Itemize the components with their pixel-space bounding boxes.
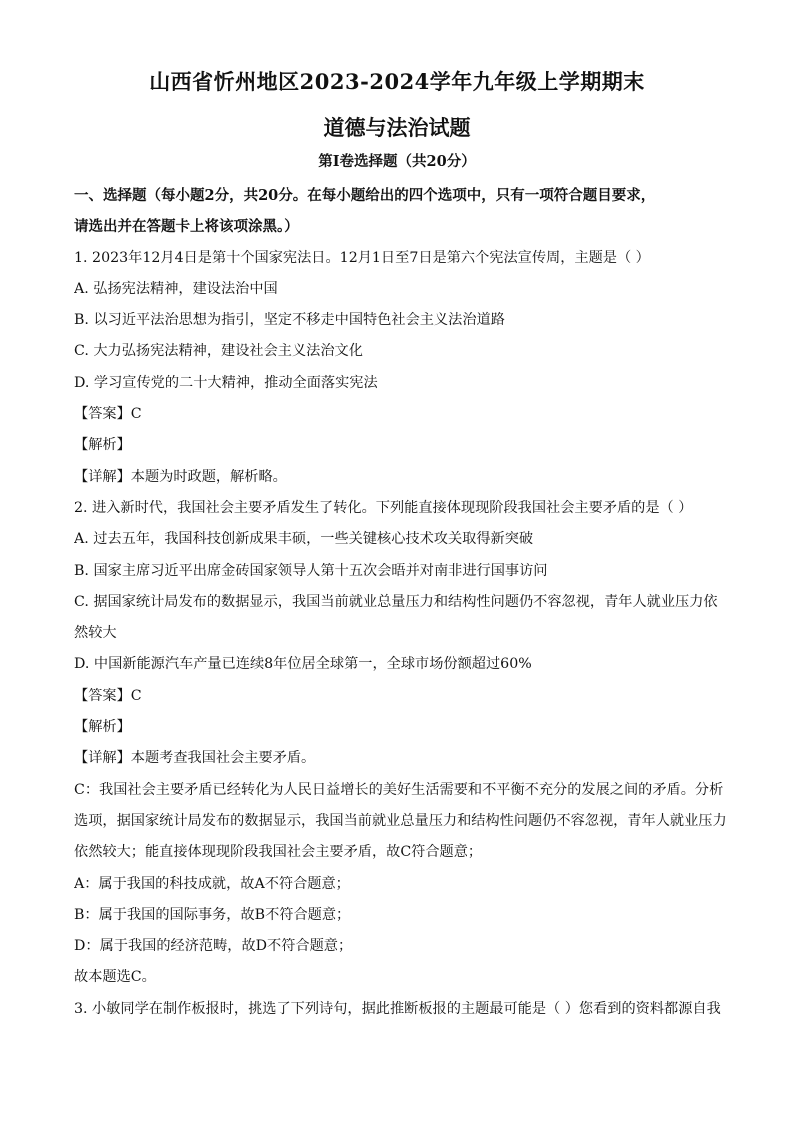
question-1-option-b: B. 以习近平法治思想为指引，坚定不移走中国特色社会主义法治道路 xyxy=(74,312,505,329)
question-1-option-a: A. 弘扬宪法精神，建设法治中国 xyxy=(74,280,278,297)
question-2-stem: 2. 进入新时代，我国社会主要矛盾发生了转化。下列能直接体现现阶段我国社会主要矛盾的是（ ） xyxy=(74,499,693,516)
question-2-answer: 【答案】C xyxy=(74,687,142,704)
question-1-answer: 【答案】C xyxy=(74,406,142,423)
question-2-option-a: A. 过去五年，我国科技创新成果丰硕，一些关键核心技术攻关取得新突破 xyxy=(74,531,534,548)
question-1-stem: 1. 2023年12月4日是第十个国家宪法日。12月1日至7日是第六个宪法宣传周，主题是（ ） xyxy=(74,249,650,266)
question-2-explanation-line: C：我国社会主要矛盾已经转化为人民日益增长的美好生活需要和不平衡不充分的发展之间的矛盾。分析 xyxy=(74,781,724,798)
question-2-option-b: B. 国家主席习近平出席金砖国家领导人第十五次会晤并对南非进行国事访问 xyxy=(74,562,548,579)
volume-heading: 第Ⅰ卷选择题（共20分） xyxy=(318,153,476,170)
exam-subject: 道德与法治试题 xyxy=(323,115,471,140)
question-2-explanation-line: 依然较大；能直接体现现阶段我国社会主要矛盾，故C符合题意； xyxy=(74,844,483,861)
question-2-analysis-label: 【解析】 xyxy=(74,719,131,736)
question-1-option-d: D. 学习宣传党的二十大精神，推动全面落实宪法 xyxy=(74,374,378,391)
question-2-option-c-cont: 然较大 xyxy=(74,625,117,642)
question-3-stem: 3. 小敏同学在制作板报时，挑选了下列诗句，据此推断板报的主题最可能是（ ）您看到的资料都源自我 xyxy=(74,1000,721,1017)
question-2-option-c: C. 据国家统计局发布的数据显示，我国当前就业总量压力和结构性问题仍不容忽视，青年人就业压力依 xyxy=(74,593,718,610)
section-instruction: 一、选择题（每小题2分，共20分。在每小题给出的四个选项中，只有一项符合题目要求， xyxy=(74,187,656,204)
question-2-conclusion: 故本题选C。 xyxy=(74,969,156,986)
question-1-detail: 【详解】本题为时政题，解析略。 xyxy=(74,468,287,485)
question-2-explanation-line: A：属于我国的科技成就，故A不符合题意； xyxy=(74,875,350,892)
question-1-analysis-label: 【解析】 xyxy=(74,437,131,454)
question-2-explanation-line: B：属于我国的国际事务，故B不符合题意； xyxy=(74,906,351,923)
question-2-detail: 【详解】本题考查我国社会主要矛盾。 xyxy=(74,750,316,767)
section-instruction-cont: 请选出并在答题卡上将该项涂黑。） xyxy=(74,218,299,236)
question-2-option-d: D. 中国新能源汽车产量已连续8年位居全球第一，全球市场份额超过60% xyxy=(74,656,532,673)
question-2-explanation-line: D：属于我国的经济范畴，故D不符合题意； xyxy=(74,938,353,955)
exam-body xyxy=(74,180,734,1025)
question-2-explanation-line: 选项，据国家统计局发布的数据显示，我国当前就业总量压力和结构性问题仍不容忽视，青年人就业压力 xyxy=(74,812,727,829)
exam-title: 山西省忻州地区2023-2024学年九年级上学期期末 xyxy=(149,69,645,94)
question-1-option-c: C. 大力弘扬宪法精神，建设社会主义法治文化 xyxy=(74,343,363,360)
